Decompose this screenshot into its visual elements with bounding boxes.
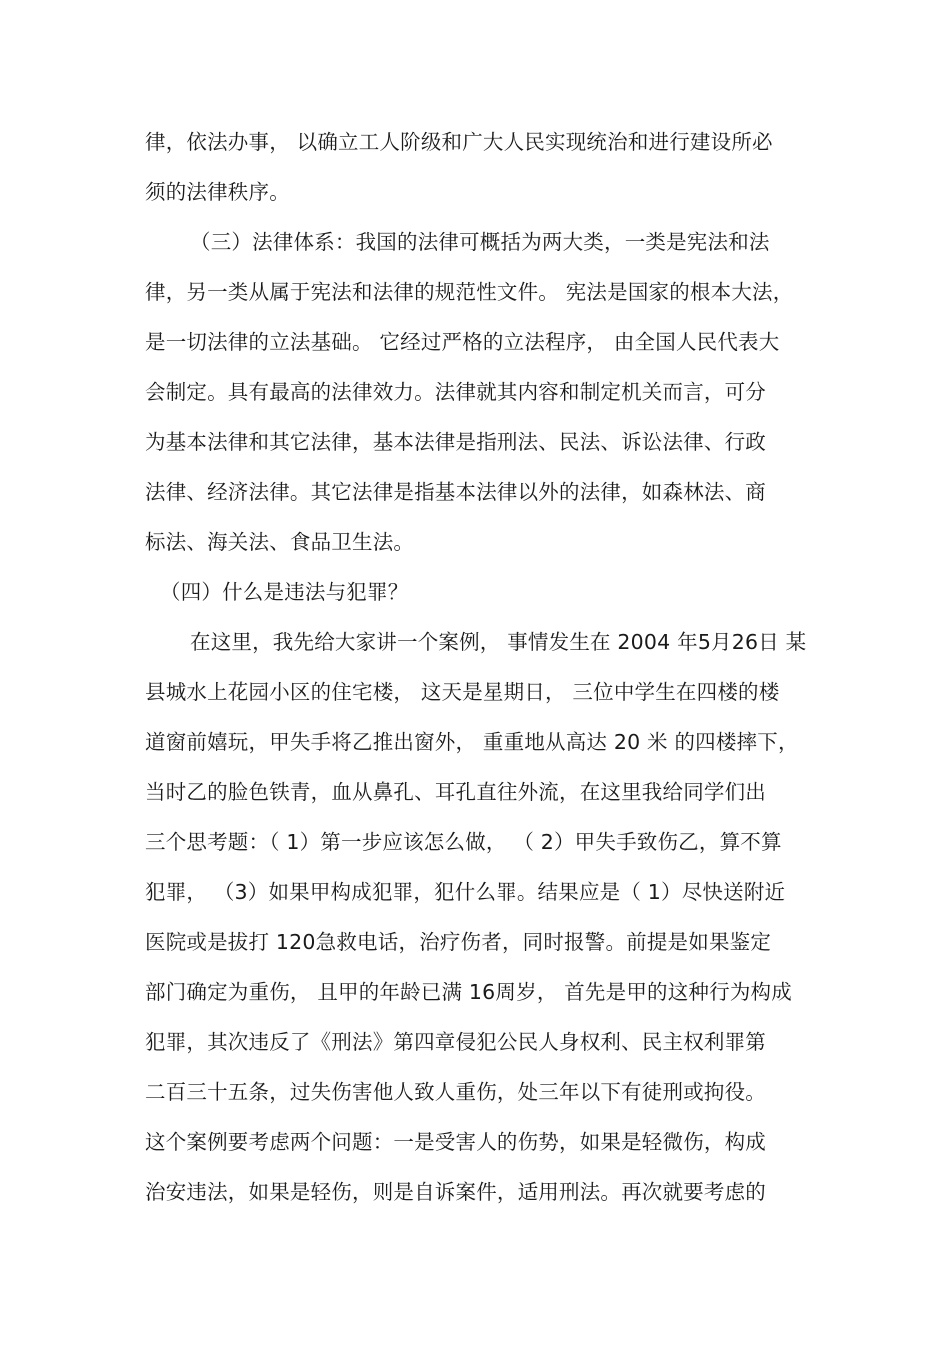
text-line: 标法、海关法、食品卫生法。 <box>145 530 415 554</box>
text-line: 治安违法，如果是轻伤，则是自诉案件，适用刑法。再次就要考虑的 <box>145 1180 766 1204</box>
text-line: 这个案例要考虑两个问题：一是受害人的伤势，如果是轻微伤，构成 <box>145 1130 766 1154</box>
text-line: 二百三十五条，过失伤害他人致人重伤，处三年以下有徒刑或拘役。 <box>145 1080 766 1104</box>
text-line: 法律、经济法律。其它法律是指基本法律以外的法律，如森林法、商 <box>145 480 766 504</box>
section-heading-legal-system: （三）法律体系：我国的法律可概括为两大类，一类是宪法和法 <box>190 230 770 254</box>
text-line: 当时乙的脸色铁青，血从鼻孔、耳孔直往外流，在这里我给同学们出 <box>145 780 766 804</box>
section-heading-crime: （四）什么是违法与犯罪？ <box>160 580 409 604</box>
text-line: 在这里，我先给大家讲一个案例， 事情发生在 2004 年5月26日 某 <box>190 630 807 654</box>
text-line: 医院或是拔打 120急救电话，治疗伤者，同时报警。前提是如果鉴定 <box>145 930 772 954</box>
text-line: 为基本法律和其它法律，基本法律是指刑法、民法、诉讼法律、行政 <box>145 430 766 454</box>
text-line: 律，另一类从属于宪法和法律的规范性文件。 宪法是国家的根本大法， <box>145 280 794 304</box>
text-line: 部门确定为重伤， 且甲的年龄已满 16周岁， 首先是甲的这种行为构成 <box>145 980 792 1004</box>
text-line: 律，依法办事， 以确立工人阶级和广大人民实现统治和进行建设所必 <box>145 130 773 154</box>
text-line: 是一切法律的立法基础。 它经过严格的立法程序， 由全国人民代表大 <box>145 330 780 354</box>
text-line: 三个思考题：（ 1）第一步应该怎么做， （ 2）甲失手致伤乙，算不算 <box>145 830 782 854</box>
text-line: 道窗前嬉玩，甲失手将乙推出窗外， 重重地从高达 20 米 的四楼摔下， <box>145 730 799 754</box>
text-line: 犯罪，其次违反了《刑法》第四章侵犯公民人身权利、民主权利罪第 <box>145 1030 766 1054</box>
text-line: 县城水上花园小区的住宅楼， 这天是星期日， 三位中学生在四楼的楼 <box>145 680 780 704</box>
text-line: 会制定。具有最高的法律效力。法律就其内容和制定机关而言，可分 <box>145 380 766 404</box>
text-line: 犯罪， （3）如果甲构成犯罪，犯什么罪。结果应是（ 1）尽快送附近 <box>145 880 786 904</box>
text-line: 须的法律秩序。 <box>145 180 290 204</box>
